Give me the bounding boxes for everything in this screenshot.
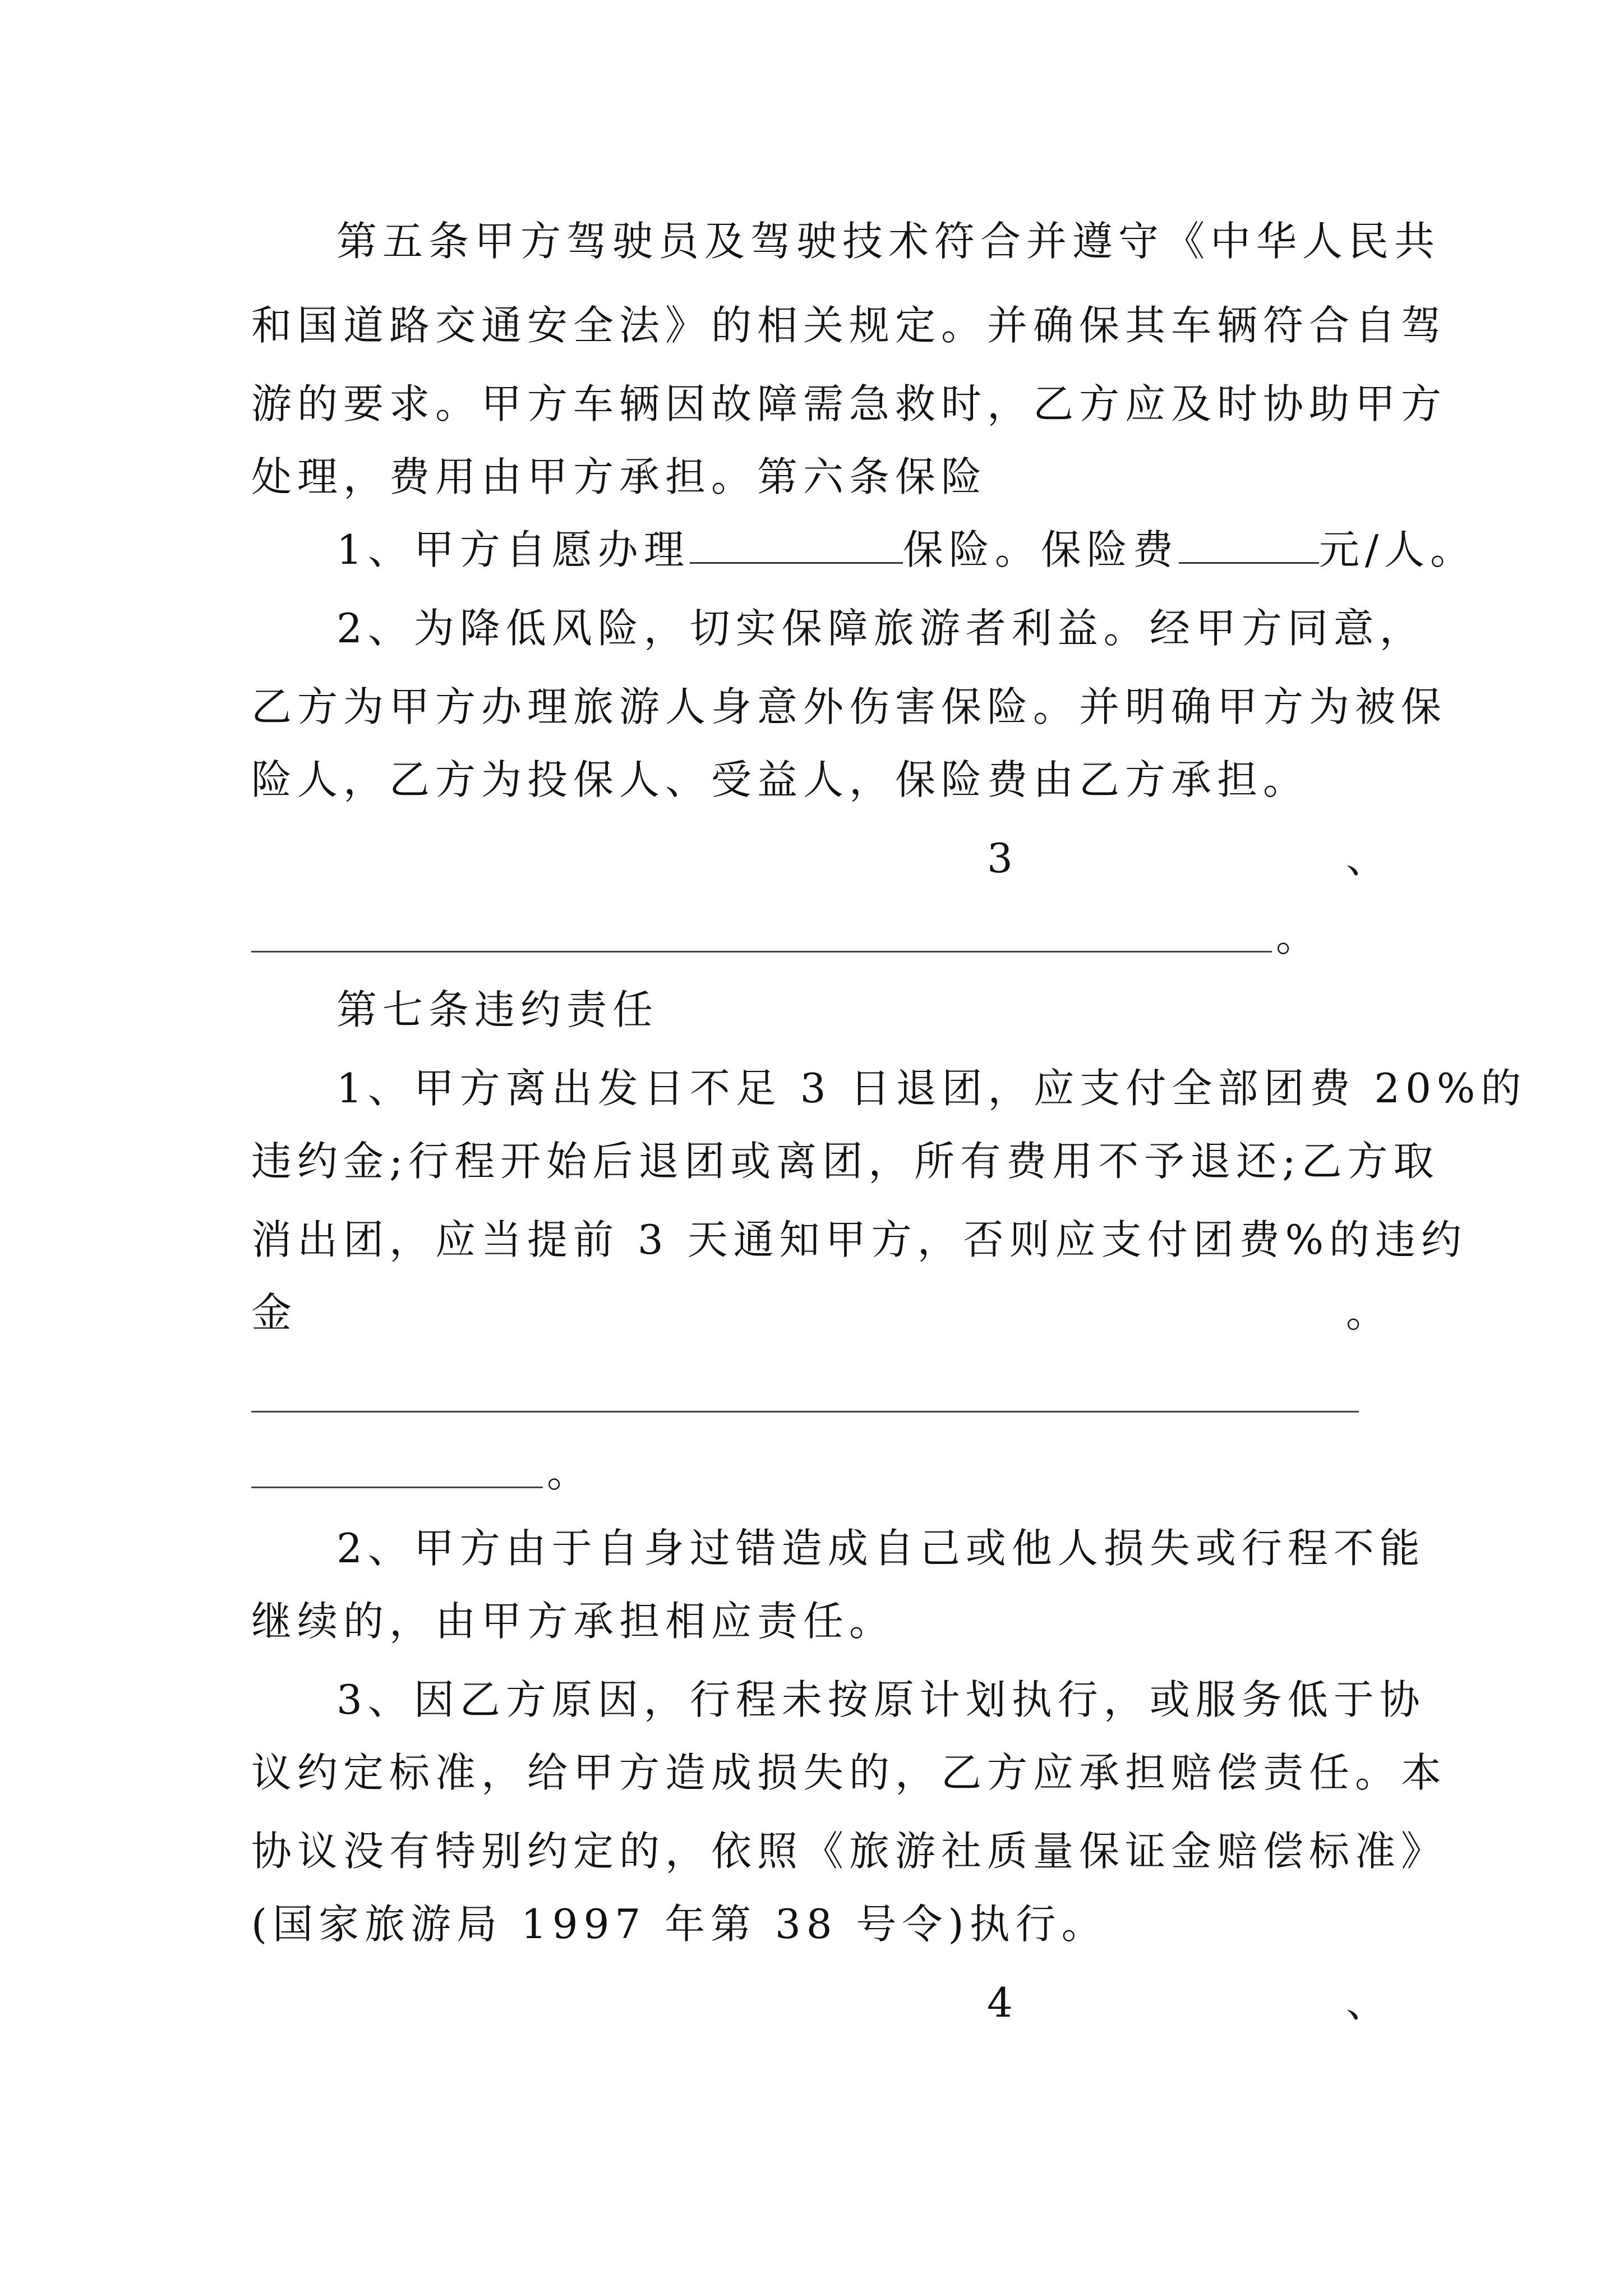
- article7-item4-mark: 、: [1346, 1979, 1387, 2026]
- article7-item3-line2: 议约定标准，给甲方造成损失的，乙方应承担赔偿责任。本: [251, 1749, 1447, 1796]
- article7-item4-number: 4: [987, 1979, 1013, 2026]
- article7-item1-end: 。: [1346, 1289, 1387, 1336]
- insurance-item3-number: 3: [987, 835, 1013, 882]
- article5-line4: 处理，费用由甲方承担。第六条保险: [251, 453, 988, 500]
- insurance-fee-blank: [1179, 528, 1319, 564]
- insurance-item1: [336, 522, 1476, 578]
- insurance-item3-end: 。: [1276, 913, 1317, 960]
- insurance-item2-line1: 2、为降低风险，切实保障旅游者利益。经甲方同意，: [336, 605, 1426, 652]
- article7-item3-line4: (国家旅游局 1997 年第 38 号令)执行。: [251, 1901, 1108, 1948]
- insurance-item3-mark: 、: [1346, 835, 1387, 882]
- article7-item1-line3: 消出团，应当提前 3 天通知甲方，否则应支付团费%的违约: [251, 1216, 1467, 1263]
- article7-blank-line-1: [251, 1411, 1359, 1412]
- article5-line1: 第五条甲方驾驶员及驾驶技术符合并遵守《中华人民共: [336, 218, 1441, 265]
- insurance-item3-blank-line: [251, 951, 1272, 953]
- insurance-type-blank: [690, 528, 903, 564]
- insurance-item1-prefix: 1、甲方自愿办理: [336, 526, 690, 573]
- article7-blank-line-2: [251, 1487, 543, 1488]
- article7-item2-line1: 2、甲方由于自身过错造成自己或他人损失或行程不能: [336, 1525, 1426, 1572]
- article5-line2: 和国道路交通安全法》的相关规定。并确保其车辆符合自驾: [251, 302, 1447, 349]
- article7-item1-tail: 。: [547, 1449, 588, 1496]
- article7-item1-line2: 违约金;行程开始后退团或离团，所有费用不予退还;乙方取: [251, 1138, 1440, 1185]
- article5-line3: 游的要求。甲方车辆因故障需急救时，乙方应及时协助甲方: [251, 380, 1447, 427]
- article7-item1-line4: 金: [251, 1289, 298, 1336]
- article7-item2-line2: 继续的，由甲方承担相应责任。: [251, 1598, 896, 1645]
- article7-item1-line1: 1、甲方离出发日不足 3 日退团，应支付全部团费 20%的: [336, 1065, 1527, 1112]
- article7-item3-line1: 3、因乙方原因，行程未按原计划执行，或服务低于协: [336, 1676, 1426, 1723]
- insurance-item1-middle: 保险。保险费: [902, 526, 1179, 573]
- article7-heading: 第七条违约责任: [336, 986, 659, 1033]
- article7-item3-line3: 协议没有特别约定的，依照《旅游社质量保证金赔偿标准》: [251, 1828, 1447, 1875]
- insurance-item1-suffix: 元/人。: [1318, 526, 1477, 573]
- insurance-item2-line3: 险人，乙方为投保人、受益人，保险费由乙方承担。: [251, 756, 1310, 803]
- insurance-item2-line2: 乙方为甲方办理旅游人身意外伤害保险。并明确甲方为被保: [251, 683, 1447, 730]
